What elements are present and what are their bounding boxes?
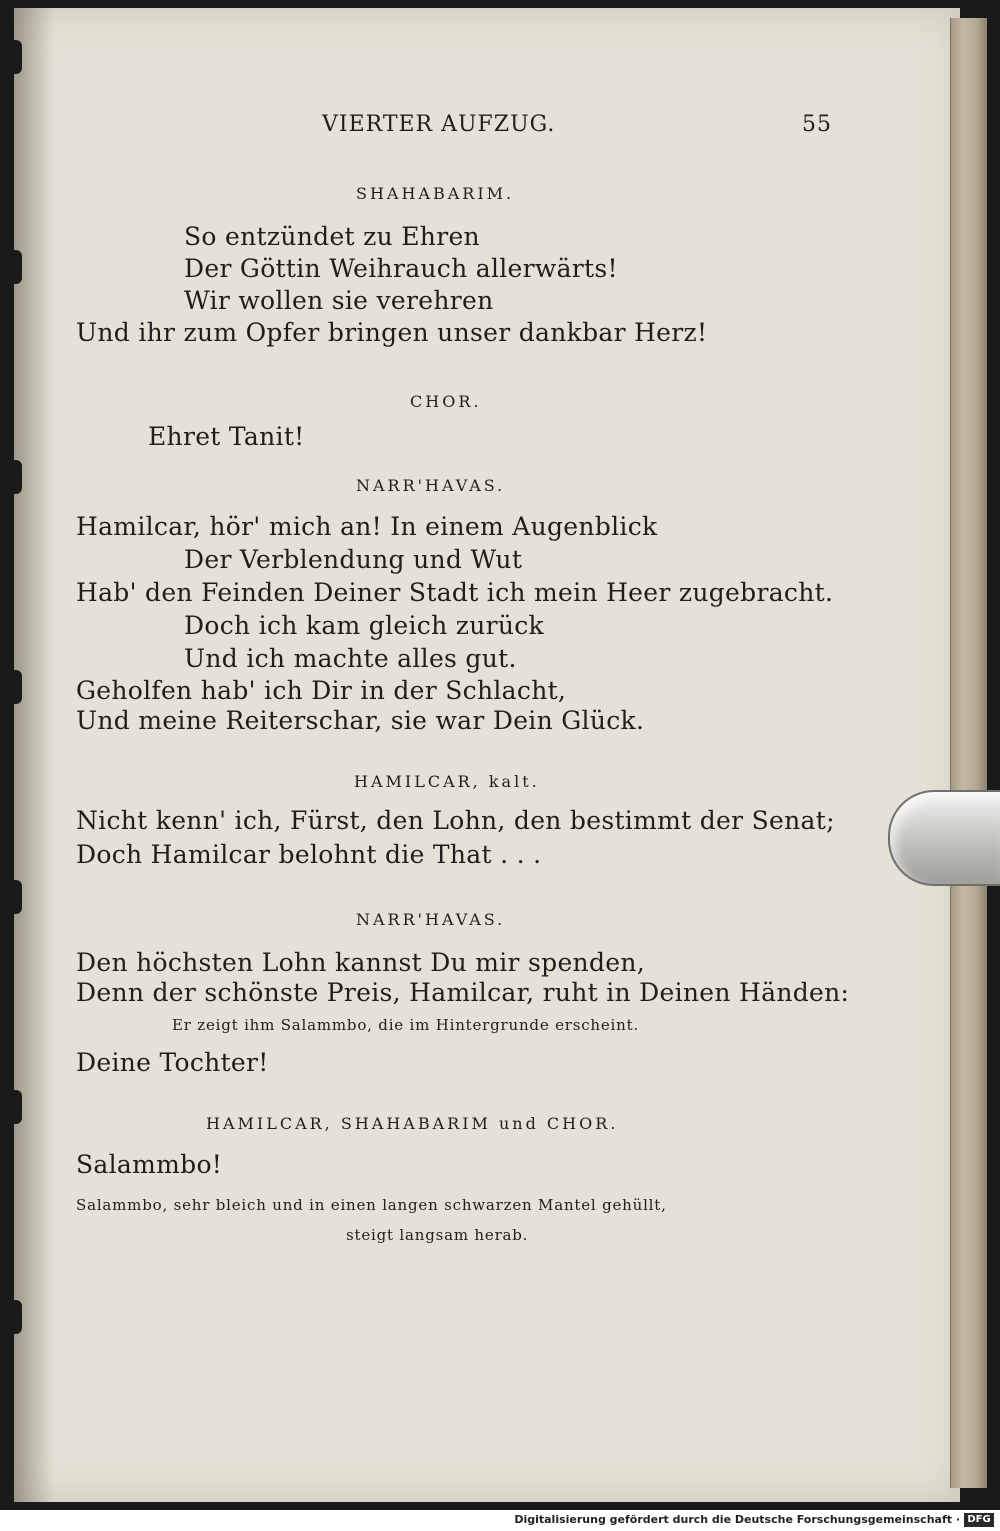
verse-line: Deine Tochter! — [76, 1048, 269, 1077]
binding-stitch — [14, 250, 22, 284]
page-clip — [888, 790, 1000, 886]
speaker-heading: SHAHABARIM. — [356, 184, 515, 203]
verse-line: So entzündet zu Ehren — [184, 222, 480, 251]
speaker-heading: NARR'HAVAS. — [356, 476, 506, 495]
page-number: 55 — [802, 112, 832, 137]
binding-stitch — [14, 40, 22, 74]
verse-line: Der Göttin Weihrauch allerwärts! — [184, 254, 618, 283]
verse-line: Hab' den Feinden Deiner Stadt ich mein Heer zugebracht. — [76, 578, 834, 607]
verse-line: Denn der schönste Preis, Hamilcar, ruht in Deinen Händen: — [76, 978, 850, 1007]
speaker-heading: CHOR. — [410, 392, 482, 411]
running-head: VIERTER AUFZUG. — [322, 112, 556, 137]
stage-direction: Er zeigt ihm Salammbo, die im Hintergrunde erscheint. — [172, 1016, 640, 1034]
gutter-shadow — [14, 8, 54, 1502]
verse-line: Geholfen hab' ich Dir in der Schlacht, — [76, 676, 567, 705]
speaker-heading: HAMILCAR, kalt. — [354, 772, 540, 791]
verse-line: Und ihr zum Opfer bringen unser dankbar Herz! — [76, 318, 708, 347]
verse-line: Ehret Tanit! — [148, 422, 305, 451]
verse-line: Den höchsten Lohn kannst Du mir spenden, — [76, 948, 646, 977]
binding-stitch — [14, 670, 22, 704]
book-page — [14, 8, 960, 1502]
stage-direction: Salammbo, sehr bleich und in einen langen schwarzen Mantel gehüllt, — [76, 1196, 667, 1214]
funding-notice: Digitalisierung gefördert durch die Deutsche Forschungsgemeinschaft · — [514, 1513, 960, 1526]
speaker-heading: HAMILCAR, SHAHABARIM und CHOR. — [206, 1114, 619, 1133]
verse-line: Nicht kenn' ich, Fürst, den Lohn, den bestimmt der Senat; — [76, 806, 835, 835]
verse-line: Der Verblendung und Wut — [184, 545, 523, 574]
binding-stitch — [14, 880, 22, 914]
binding-stitch — [14, 460, 22, 494]
verse-line: Und meine Reiterschar, sie war Dein Glück. — [76, 706, 645, 735]
footer-bar — [0, 1510, 1000, 1531]
verse-line: Doch ich kam gleich zurück — [184, 611, 545, 640]
verse-line: Hamilcar, hör' mich an! In einem Augenblick — [76, 512, 658, 541]
dfg-logo: DFG — [964, 1513, 994, 1527]
verse-line: Und ich machte alles gut. — [184, 644, 517, 673]
speaker-heading: NARR'HAVAS. — [356, 910, 506, 929]
verse-line: Wir wollen sie verehren — [184, 286, 494, 315]
stage-direction: steigt langsam herab. — [346, 1226, 529, 1244]
binding-stitch — [14, 1090, 22, 1124]
verse-line: Salammbo! — [76, 1150, 223, 1179]
binding-stitch — [14, 1300, 22, 1334]
verse-line: Doch Hamilcar belohnt die That . . . — [76, 840, 542, 869]
page-edge — [950, 18, 987, 1488]
